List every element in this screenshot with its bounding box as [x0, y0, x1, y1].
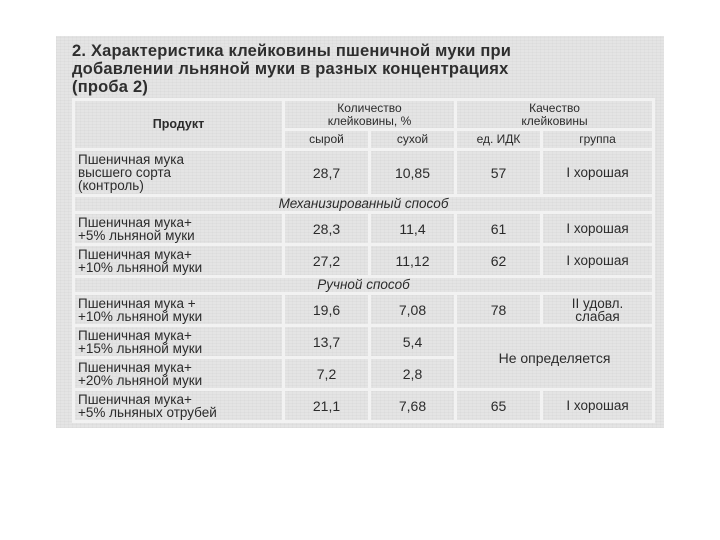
row-name [74, 294, 284, 326]
row-name-line1: Пшеничная мука + [78, 295, 196, 311]
cell-idk: 78 [456, 294, 542, 326]
header-dry: сухой [370, 130, 456, 150]
header-row-1 [74, 100, 654, 130]
cell-wet: 28,7 [284, 150, 370, 196]
header-wet: сырой [284, 130, 370, 150]
section-row-mechanized [74, 196, 654, 213]
table-row [74, 294, 654, 326]
scanned-document [56, 36, 664, 428]
header-group: группа [542, 130, 654, 150]
row-name [74, 213, 284, 245]
document-title [72, 42, 652, 96]
title-line-3: (проба 2) [72, 78, 149, 96]
section-row-manual [74, 277, 654, 294]
cell-dry: 5,4 [370, 326, 456, 358]
cell-group: I хорошая [542, 213, 654, 245]
row-name-line2: +5% льняной муки [78, 227, 195, 243]
section-manual: Ручной способ [74, 277, 654, 294]
row-name-line2: +5% льняных отрубей [78, 404, 217, 420]
cell-dry: 2,8 [370, 358, 456, 390]
row-name-line2: +10% льняной муки [78, 308, 203, 324]
cell-group-line1: II удовл. [571, 295, 624, 311]
table-row [74, 213, 654, 245]
title-line-2: добавлении льняной муки в разных концентрациях [72, 60, 509, 78]
gluten-table [72, 98, 655, 423]
row-name-line1: Пшеничная мука+ [78, 214, 192, 230]
header-idk: ед. ИДК [456, 130, 542, 150]
cell-group: I хорошая [542, 245, 654, 277]
title-line-1: 2. Характеристика клейковины пшеничной муки при [72, 42, 512, 60]
row-name-line2: +10% льняной муки [78, 259, 203, 275]
cell-wet: 27,2 [284, 245, 370, 277]
table-row-control [74, 150, 654, 196]
row-name-line1: Пшеничная мука [78, 152, 184, 167]
cell-not-determined: Не определяется [456, 326, 654, 390]
cell-idk: 57 [456, 150, 542, 196]
cell-dry: 7,08 [370, 294, 456, 326]
row-name-line1: Пшеничная мука+ [78, 246, 192, 262]
cell-idk: 65 [456, 390, 542, 422]
row-name-line2: высшего сорта [78, 165, 172, 180]
cell-dry: 10,85 [370, 150, 456, 196]
cell-group-line2: слабая [575, 308, 620, 324]
cell-group [542, 294, 654, 326]
cell-wet: 13,7 [284, 326, 370, 358]
row-name-line3: (контроль) [78, 178, 144, 193]
row-name-line2: +20% льняной муки [78, 372, 203, 388]
header-quantity-line1: Количество [337, 100, 402, 115]
header-quality-line2: клейковины [521, 113, 588, 128]
row-name-line2: +15% льняной муки [78, 340, 203, 356]
row-name [74, 245, 284, 277]
header-quality-line1: Качество [529, 100, 580, 115]
row-name [74, 150, 284, 196]
cell-wet: 19,6 [284, 294, 370, 326]
row-name-line1: Пшеничная мука+ [78, 359, 192, 375]
cell-dry: 11,4 [370, 213, 456, 245]
cell-idk: 62 [456, 245, 542, 277]
row-name [74, 358, 284, 390]
cell-idk: 61 [456, 213, 542, 245]
header-product: Продукт [74, 100, 284, 150]
cell-dry: 7,68 [370, 390, 456, 422]
row-name-line1: Пшеничная мука+ [78, 391, 192, 407]
section-mechanized: Механизированный способ [74, 196, 654, 213]
cell-group: I хорошая [542, 150, 654, 196]
row-name-line1: Пшеничная мука+ [78, 327, 192, 343]
cell-dry: 11,12 [370, 245, 456, 277]
row-name [74, 390, 284, 422]
cell-wet: 7,2 [284, 358, 370, 390]
header-quality [456, 100, 654, 130]
row-name [74, 326, 284, 358]
table-row [74, 245, 654, 277]
table-row [74, 390, 654, 422]
cell-group: I хорошая [542, 390, 654, 422]
header-quantity [284, 100, 456, 130]
cell-wet: 21,1 [284, 390, 370, 422]
header-quantity-line2: клейковины, % [327, 113, 412, 128]
table-row [74, 326, 654, 358]
cell-wet: 28,3 [284, 213, 370, 245]
